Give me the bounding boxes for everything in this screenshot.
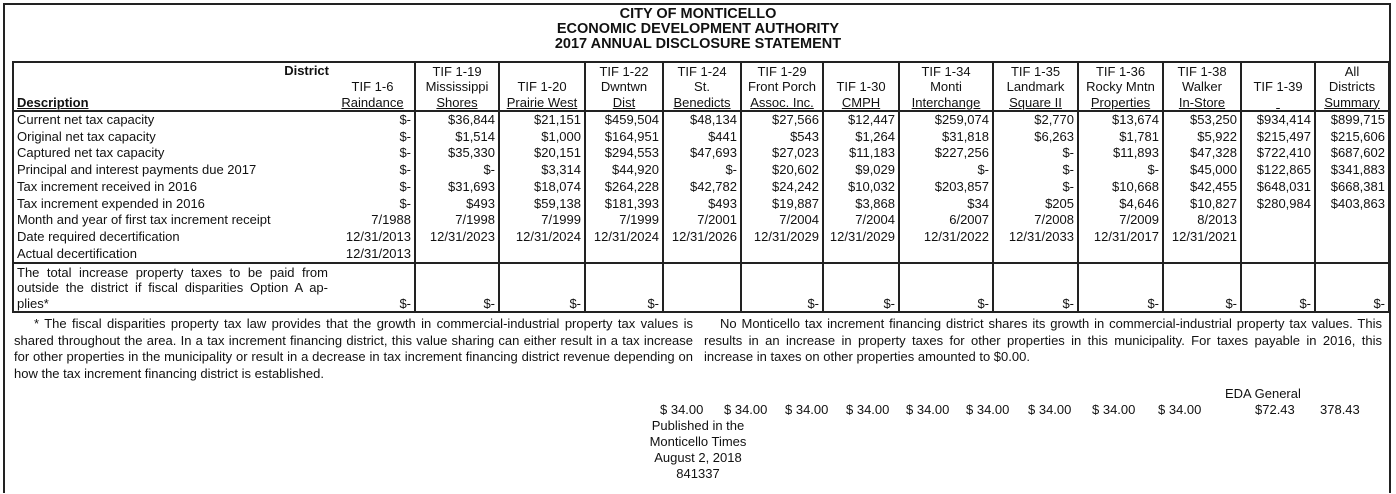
eda-general-label: EDA General xyxy=(1225,386,1301,401)
cell-value xyxy=(993,246,1078,264)
cell-value: $13,674 xyxy=(1078,111,1163,129)
column-header-line: TIF 1-35 xyxy=(1010,63,1061,79)
district-label: District xyxy=(284,63,329,78)
cell-value xyxy=(499,246,585,264)
cell-value: $18,074 xyxy=(499,179,585,196)
cell-value: $215,606 xyxy=(1315,129,1389,146)
column-header xyxy=(741,62,823,111)
cell-value: $227,256 xyxy=(899,145,993,162)
footnote-monticello: No Monticello tax increment financing district shares its growth in commercial-industrial property tax values. This results in an increase in property taxes for other properties in this municipality. For taxes payable in 2016, this increase in taxes on other properties amounted to $0.00. xyxy=(704,316,1382,364)
column-header xyxy=(823,62,899,111)
cell-value: 7/1988 xyxy=(331,212,415,229)
column-header xyxy=(1241,62,1315,111)
cell-value: $42,782 xyxy=(663,179,741,196)
cell-value xyxy=(823,246,899,264)
cell-value: $- xyxy=(1315,263,1389,312)
column-header-line: TIF 1-6 xyxy=(351,79,394,94)
cell-value: $9,029 xyxy=(823,162,899,179)
cell-value: $1,264 xyxy=(823,129,899,146)
column-header-line xyxy=(1245,95,1311,111)
cell-value: $- xyxy=(741,263,823,312)
cell-value: $- xyxy=(663,162,741,179)
cell-value: $- xyxy=(331,179,415,196)
cell-value xyxy=(1315,229,1389,246)
column-header-line: TIF 1-38 xyxy=(1177,63,1227,79)
cell-value: $- xyxy=(415,263,499,312)
publication-line: Published in the xyxy=(651,418,745,433)
cell-value: $493 xyxy=(415,196,499,213)
cell-value xyxy=(585,246,663,264)
column-header-line xyxy=(1245,64,1311,80)
cell-value: $53,250 xyxy=(1163,111,1241,129)
table-row xyxy=(13,212,1389,229)
cell-value: $- xyxy=(823,263,899,312)
cell-value xyxy=(663,246,741,264)
cell-value: 7/2008 xyxy=(993,212,1078,229)
publication-id: 841337 xyxy=(676,466,720,481)
cell-value: $20,151 xyxy=(499,145,585,162)
column-header-line: TIF 1-19 xyxy=(432,63,482,79)
publication-info xyxy=(620,418,776,482)
cell-value: $42,455 xyxy=(1163,179,1241,196)
column-header-line: All xyxy=(1344,63,1360,79)
table-row xyxy=(13,246,1389,264)
cell-value: $- xyxy=(899,263,993,312)
column-header-line: Walker xyxy=(1182,79,1222,94)
cell-value: $- xyxy=(331,263,415,312)
publication-date: August 2, 2018 xyxy=(654,450,742,465)
column-header-line: Square II xyxy=(1009,94,1062,110)
column-header xyxy=(415,62,499,111)
cell-value: $19,887 xyxy=(741,196,823,213)
cell-value: $- xyxy=(331,196,415,213)
cell-value: $722,410 xyxy=(1241,145,1315,162)
table-row xyxy=(13,179,1389,196)
cell-value: $48,134 xyxy=(663,111,741,129)
cell-value: $35,330 xyxy=(415,145,499,162)
cell-value xyxy=(663,263,741,312)
cell-value: $668,381 xyxy=(1315,179,1389,196)
cost-value: $72.43 xyxy=(1255,402,1295,417)
cell-value: $12,447 xyxy=(823,111,899,129)
table-row xyxy=(13,162,1389,179)
column-header-line: TIF 1-39 xyxy=(1253,79,1303,94)
column-header xyxy=(899,62,993,111)
cell-value: $5,922 xyxy=(1163,129,1241,146)
cell-value: $1,781 xyxy=(1078,129,1163,146)
cell-value: $31,818 xyxy=(899,129,993,146)
row-label: Tax increment received in 2016 xyxy=(17,178,197,194)
column-header-line: Prairie West xyxy=(506,94,578,110)
cell-value: 6/2007 xyxy=(899,212,993,229)
cell-value: $11,893 xyxy=(1078,145,1163,162)
cell-value: $203,857 xyxy=(899,179,993,196)
row-label: Month and year of first tax increment receipt xyxy=(17,212,271,228)
table-row xyxy=(13,145,1389,162)
disclosure-table xyxy=(12,61,1390,313)
cell-value: 7/2004 xyxy=(741,212,823,229)
cell-value: $264,228 xyxy=(585,179,663,196)
cell-value: $- xyxy=(1078,263,1163,312)
column-header-line: Assoc. Inc. xyxy=(750,94,814,110)
cell-value: 7/2001 xyxy=(663,212,741,229)
row-label: Actual decertification xyxy=(17,245,137,261)
title-line: CITY OF MONTICELLO xyxy=(619,6,777,22)
cell-value: $3,314 xyxy=(499,162,585,179)
table-row xyxy=(13,263,1389,312)
cell-value: $- xyxy=(499,263,585,312)
row-label: Current net tax capacity xyxy=(17,112,155,127)
cell-value: $280,984 xyxy=(1241,196,1315,213)
cell-value: $45,000 xyxy=(1163,162,1241,179)
column-header-line: Interchange xyxy=(911,94,981,110)
cell-value: 12/31/2033 xyxy=(993,229,1078,246)
cell-value: $543 xyxy=(741,129,823,146)
cell-value: 12/31/2017 xyxy=(1078,229,1163,246)
column-header-line: Dist xyxy=(612,94,636,110)
column-header-line: Shores xyxy=(436,94,478,110)
cell-value: $899,715 xyxy=(1315,111,1389,129)
column-header-line: In-Store xyxy=(1178,94,1226,110)
cell-value: $- xyxy=(331,162,415,179)
table-row xyxy=(13,129,1389,146)
cell-value: 7/2009 xyxy=(1078,212,1163,229)
cell-value xyxy=(899,246,993,264)
column-header xyxy=(585,62,663,111)
cost-value: $ 34.00 xyxy=(1158,402,1202,417)
cell-value: $164,951 xyxy=(585,129,663,146)
column-header-line: Rocky Mntn xyxy=(1086,79,1155,94)
cell-value: $4,646 xyxy=(1078,196,1163,213)
cell-value: 7/2004 xyxy=(823,212,899,229)
cell-value xyxy=(1315,212,1389,229)
cell-value: $20,602 xyxy=(741,162,823,179)
cell-value: $59,138 xyxy=(499,196,585,213)
cell-value: $- xyxy=(331,111,415,129)
cell-value: 8/2013 xyxy=(1163,212,1241,229)
cell-value: $31,693 xyxy=(415,179,499,196)
column-header-line: St. xyxy=(694,79,710,94)
column-header-line: Raindance xyxy=(341,94,404,110)
cell-value: $10,827 xyxy=(1163,196,1241,213)
cell-value: 7/1998 xyxy=(415,212,499,229)
cell-value: 12/31/2029 xyxy=(823,229,899,246)
cell-value: $21,151 xyxy=(499,111,585,129)
cell-value: $- xyxy=(331,145,415,162)
cell-value: $- xyxy=(993,162,1078,179)
column-header-line: Properties xyxy=(1090,94,1151,110)
column-header-line xyxy=(503,64,581,80)
column-header-line: TIF 1-34 xyxy=(921,63,971,79)
column-header-line xyxy=(827,64,895,80)
cell-value: 12/31/2026 xyxy=(663,229,741,246)
cell-value: $3,868 xyxy=(823,196,899,213)
cell-value: $10,032 xyxy=(823,179,899,196)
cost-value: $ 34.00 xyxy=(906,402,950,417)
cell-value: $6,263 xyxy=(993,129,1078,146)
column-header xyxy=(331,62,415,111)
cell-value xyxy=(1078,246,1163,264)
cell-value: 12/31/2013 xyxy=(331,229,415,246)
column-header-line: TIF 1-22 xyxy=(599,63,649,79)
column-header-line xyxy=(334,64,411,80)
column-header-line: TIF 1-36 xyxy=(1095,63,1146,79)
cell-value: $205 xyxy=(993,196,1078,213)
description-header xyxy=(13,62,331,111)
cell-value xyxy=(415,246,499,264)
cell-value: $215,497 xyxy=(1241,129,1315,146)
footnote-fiscal-disparities: * The fiscal disparities property tax law provides that the growth in commercial-industrial property tax values is shared throughout the area. In a tax increment financing district, this value sharing can either result in a tax increase for other properties in the municipality or result in a decrease in tax increment financing district revenue depending on how the tax increment financing district is established. xyxy=(14,316,693,381)
cost-value: $ 34.00 xyxy=(1028,402,1072,417)
cell-value: $934,414 xyxy=(1241,111,1315,129)
row-label: Principal and interest payments due 2017 xyxy=(17,162,257,178)
column-header-line: Dwntwn xyxy=(600,79,648,94)
column-header xyxy=(993,62,1078,111)
cost-value: $ 34.00 xyxy=(660,402,704,417)
column-header-line: TIF 1-20 xyxy=(517,79,567,94)
column-header xyxy=(499,62,585,111)
cell-value: $459,504 xyxy=(585,111,663,129)
cell-value: 12/31/2021 xyxy=(1163,229,1241,246)
cell-value: $403,863 xyxy=(1315,196,1389,213)
cost-value: 378.43 xyxy=(1320,402,1360,417)
cell-value: $- xyxy=(1078,162,1163,179)
cell-value: $441 xyxy=(663,129,741,146)
cell-value: $27,566 xyxy=(741,111,823,129)
cell-value: $27,023 xyxy=(741,145,823,162)
cell-value xyxy=(1241,229,1315,246)
column-header-line: Summary xyxy=(1324,94,1380,110)
cell-value: $341,883 xyxy=(1315,162,1389,179)
column-header xyxy=(663,62,741,111)
title-line: 2017 ANNUAL DISCLOSURE STATEMENT xyxy=(554,36,842,52)
column-header-line: Mississippi xyxy=(425,79,489,94)
cell-value: 12/31/2029 xyxy=(741,229,823,246)
cell-value: $24,242 xyxy=(741,179,823,196)
row-label: Date required decertification xyxy=(17,228,180,244)
column-header-line: CMPH xyxy=(841,94,881,110)
cost-value: $ 34.00 xyxy=(966,402,1010,417)
cell-value: $- xyxy=(993,263,1078,312)
cell-value xyxy=(1163,246,1241,264)
row-label: Captured net tax capacity xyxy=(17,145,165,161)
cell-value xyxy=(1241,212,1315,229)
cell-value: $- xyxy=(331,129,415,146)
cell-value: $493 xyxy=(663,196,741,213)
table-row xyxy=(13,229,1389,246)
cell-value: $10,668 xyxy=(1078,179,1163,196)
cost-value: $ 34.00 xyxy=(1092,402,1136,417)
column-header-line: TIF 1-30 xyxy=(836,79,886,94)
cell-value: 12/31/2013 xyxy=(331,246,415,264)
cell-value: 12/31/2022 xyxy=(899,229,993,246)
cell-value: $1,514 xyxy=(415,129,499,146)
row-label: Original net tax capacity xyxy=(17,128,156,144)
column-header xyxy=(1078,62,1163,111)
column-header xyxy=(1163,62,1241,111)
title-line: ECONOMIC DEVELOPMENT AUTHORITY xyxy=(556,21,840,37)
cost-value: $ 34.00 xyxy=(724,402,768,417)
table-row xyxy=(13,111,1389,129)
cell-value: $- xyxy=(1241,263,1315,312)
cell-value: $36,844 xyxy=(415,111,499,129)
column-header-line: Monti xyxy=(930,79,962,94)
cell-value: $122,865 xyxy=(1241,162,1315,179)
cell-value: $11,183 xyxy=(823,145,899,162)
cell-value: 7/1999 xyxy=(499,212,585,229)
cell-value: 12/31/2024 xyxy=(585,229,663,246)
table-row xyxy=(13,196,1389,213)
cell-value: $- xyxy=(993,145,1078,162)
cell-value: 12/31/2024 xyxy=(499,229,585,246)
cell-value: $- xyxy=(585,263,663,312)
cell-value: $47,693 xyxy=(663,145,741,162)
column-header-line: Landmark xyxy=(1006,79,1065,94)
column-header xyxy=(1315,62,1389,111)
cell-value: $34 xyxy=(899,196,993,213)
cell-value: $47,328 xyxy=(1163,145,1241,162)
publication-line: Monticello Times xyxy=(649,434,747,449)
cell-value: $181,393 xyxy=(585,196,663,213)
header-row xyxy=(13,62,1389,111)
row-label: Tax increment expended in 2016 xyxy=(17,195,205,211)
column-header-line: TIF 1-24 xyxy=(677,63,727,79)
cell-value: $- xyxy=(1163,263,1241,312)
cell-value: $1,000 xyxy=(499,129,585,146)
column-header-line: Benedicts xyxy=(673,94,731,110)
cell-value: $2,770 xyxy=(993,111,1078,129)
cell-value: $- xyxy=(415,162,499,179)
cell-value: 12/31/2023 xyxy=(415,229,499,246)
cell-value: $- xyxy=(899,162,993,179)
cell-value: $687,602 xyxy=(1315,145,1389,162)
cost-value: $ 34.00 xyxy=(785,402,829,417)
cell-value: $648,031 xyxy=(1241,179,1315,196)
row-label: The total increase property taxes to be paid from outside the district if fiscal disparities Option A ap-plies* xyxy=(13,263,331,312)
column-header-line: Districts xyxy=(1328,79,1376,94)
cost-value: $ 34.00 xyxy=(846,402,890,417)
cell-value: $294,553 xyxy=(585,145,663,162)
cell-value: $44,920 xyxy=(585,162,663,179)
cell-value xyxy=(1241,246,1315,264)
document-title xyxy=(0,7,1396,52)
cell-value: 7/1999 xyxy=(585,212,663,229)
description-label: Description xyxy=(17,94,89,110)
column-header-line: Front Porch xyxy=(748,79,816,94)
cell-value xyxy=(741,246,823,264)
column-header-line: TIF 1-29 xyxy=(757,63,807,79)
cell-value: $259,074 xyxy=(899,111,993,129)
cell-value: $- xyxy=(993,179,1078,196)
cell-value xyxy=(1315,246,1389,264)
